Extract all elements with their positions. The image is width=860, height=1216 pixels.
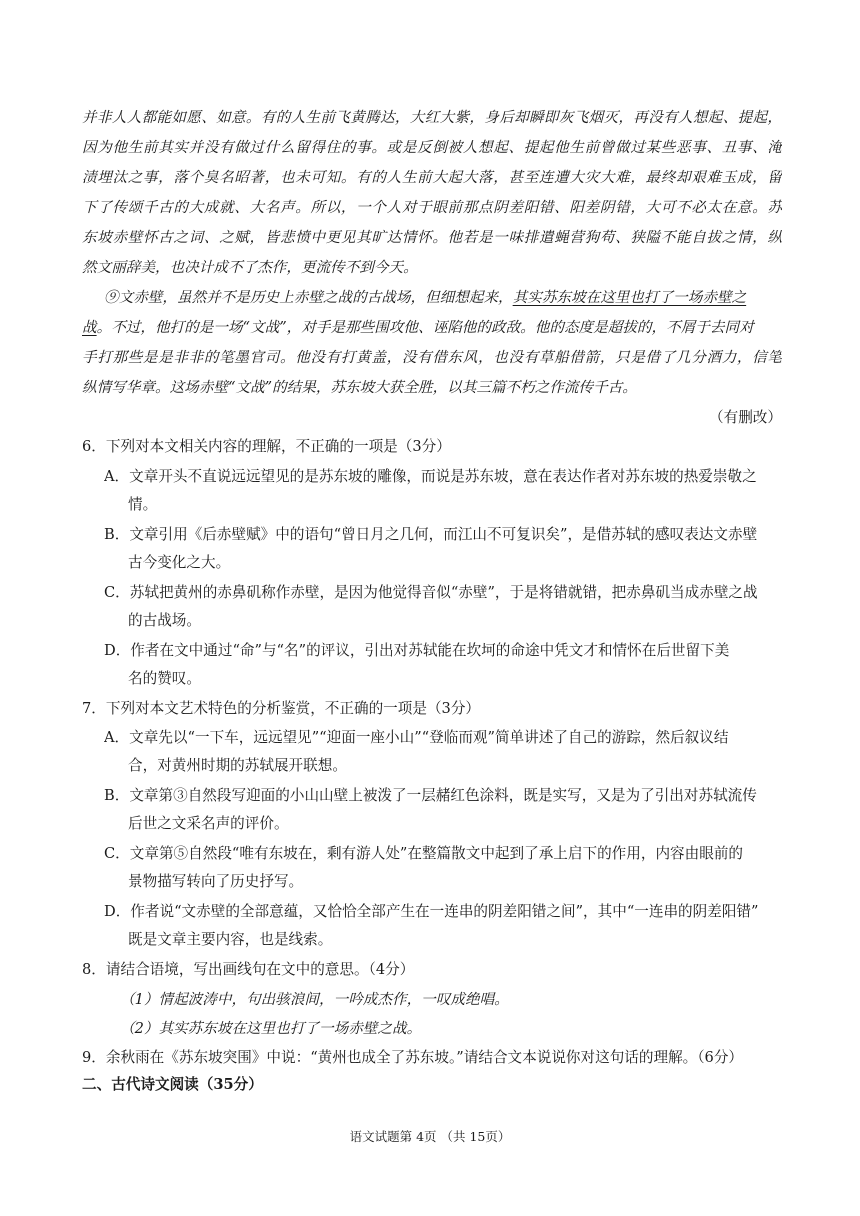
question-8-stem: 8．请结合语境，写出画线句在文中的意思。（4分） [82, 961, 415, 978]
passage-line: 然文丽辞美，也决计成不了杰作，更流传不到今天。 [82, 259, 418, 276]
question-7-stem: 7．下列对本文艺术特色的分析鉴赏，不正确的一项是（3分） [82, 700, 481, 717]
paragraph-9-text: 。不过，他打的是一场“文战”，对手是那些围攻他、诬陷他的政敌。他的态度是超拔的，不屑于去同对 [96, 319, 754, 336]
page-footer: 语文试题第 4页 （共 15页） [349, 1129, 511, 1144]
q6-option-d: D．作者在文中通过“命”与“名”的评议，引出对苏轼能在坎坷的命途中凭文才和情怀在后世留下美 [104, 642, 730, 659]
passage-line: 并非人人都能如愿、如意。有的人生前飞黄腾达，大红大紫，身后却瞬即灰飞烟灭，再没有人想起、提起， [82, 109, 782, 126]
q8-sentence-1: （1）情起波涛中，句出骇浪间，一吟成杰作，一叹成绝唱。 [120, 991, 509, 1008]
question-9-stem: 9．余秋雨在《苏东坡突围》中说：“黄州也成全了苏东坡。”请结合文本说说你对这句话的理解。（6分） [82, 1049, 744, 1066]
q6-option-b-cont: 古今变化之大。 [128, 554, 231, 571]
q7-option-b-cont: 后世之文采名声的评价。 [128, 815, 289, 832]
underlined-sentence: 其实苏东坡在这里也打了一场赤壁之 [512, 289, 747, 306]
q7-option-a-cont: 合，对黄州时期的苏轼展开联想。 [128, 757, 347, 774]
q7-option-a: A．文章先以“一下车，远远望见”“迎面一座小山”“登临而观”简单讲述了自己的游踪，然后叙议结 [104, 729, 729, 746]
passage-line: 渍埋汰之事，落个臭名昭著，也未可知。有的人生前大起大落，甚至连遭大灾大难，最终却艰难玉成，留 [82, 169, 782, 186]
q7-option-c-cont: 景物描写转向了历史抒写。 [128, 873, 304, 890]
q7-option-d: D．作者说“文赤壁的全部意蕴，又恰恰全部产生在一连串的阴差阳错之间”，其中“一连串的阴差阳错” [104, 903, 759, 920]
q8-sentence-2: （2）其实苏东坡在这里也打了一场赤壁之战。 [120, 1020, 422, 1037]
paragraph-9-line: 手打那些是是非非的笔墨官司。他没有打黄盖，没有借东风，也没有草船借箭，只是借了几分酒力，信笔 [82, 349, 782, 366]
paragraph-9-line [82, 318, 782, 338]
underlined-sentence-end: 战 [82, 319, 97, 336]
q6-option-b: B．文章引用《后赤壁赋》中的语句“曾日月之几何，而江山不可复识矣”，是借苏轼的感叹表达文赤壁 [104, 526, 758, 543]
passage-line: 因为他生前其实并没有做过什么留得住的事。或是反倒被人想起、提起他生前曾做过某些恶事、丑事、淹 [82, 139, 782, 156]
section-2-heading: 二、古代诗文阅读（35分） [82, 1076, 263, 1093]
q6-option-a: A．文章开头不直说远远望见的是苏东坡的雕像，而说是苏东坡，意在表达作者对苏东坡的热爱崇敬之 [104, 468, 757, 485]
q6-option-a-cont: 情。 [128, 496, 158, 513]
edit-note: （有删改） [709, 409, 782, 426]
paragraph-9-line: 纵情写华章。这场赤壁“文战”的结果，苏东坡大获全胜，以其三篇不朽之作流传千古。 [82, 379, 637, 396]
q7-option-c: C．文章第⑤自然段“唯有东坡在，剩有游人处”在整篇散文中起到了承上启下的作用，内容由眼前的 [104, 845, 744, 862]
paragraph-9-text: ⑨文赤壁，虽然并不是历史上赤壁之战的古战场，但细想起来， [104, 289, 513, 306]
q7-option-d-cont: 既是文章主要内容，也是线索。 [128, 931, 333, 948]
q6-option-c-cont: 的古战场。 [128, 612, 201, 629]
q6-option-c: C．苏轼把黄州的赤鼻矶称作赤壁，是因为他觉得音似“赤壁”，于是将错就错，把赤鼻矶当成赤壁之战 [104, 584, 758, 601]
passage-line: 东坡赤壁怀古之词、之赋，皆悲愤中更见其旷达情怀。他若是一味排遣蝇营狗苟、狭隘不能自拔之情，纵 [82, 229, 782, 246]
paragraph-9-line [104, 288, 782, 308]
q7-option-b: B．文章第③自然段写迎面的小山山壁上被泼了一层赭红色涂料，既是实写，又是为了引出对苏轼流传 [104, 787, 757, 804]
passage-line: 下了传颂千古的大成就、大名声。所以，一个人对于眼前那点阴差阳错、阳差阴错，大可不必太在意。苏 [82, 199, 782, 216]
q6-option-d-cont: 名的赞叹。 [128, 670, 201, 687]
question-6-stem: 6．下列对本文相关内容的理解，不正确的一项是（3分） [82, 438, 451, 455]
